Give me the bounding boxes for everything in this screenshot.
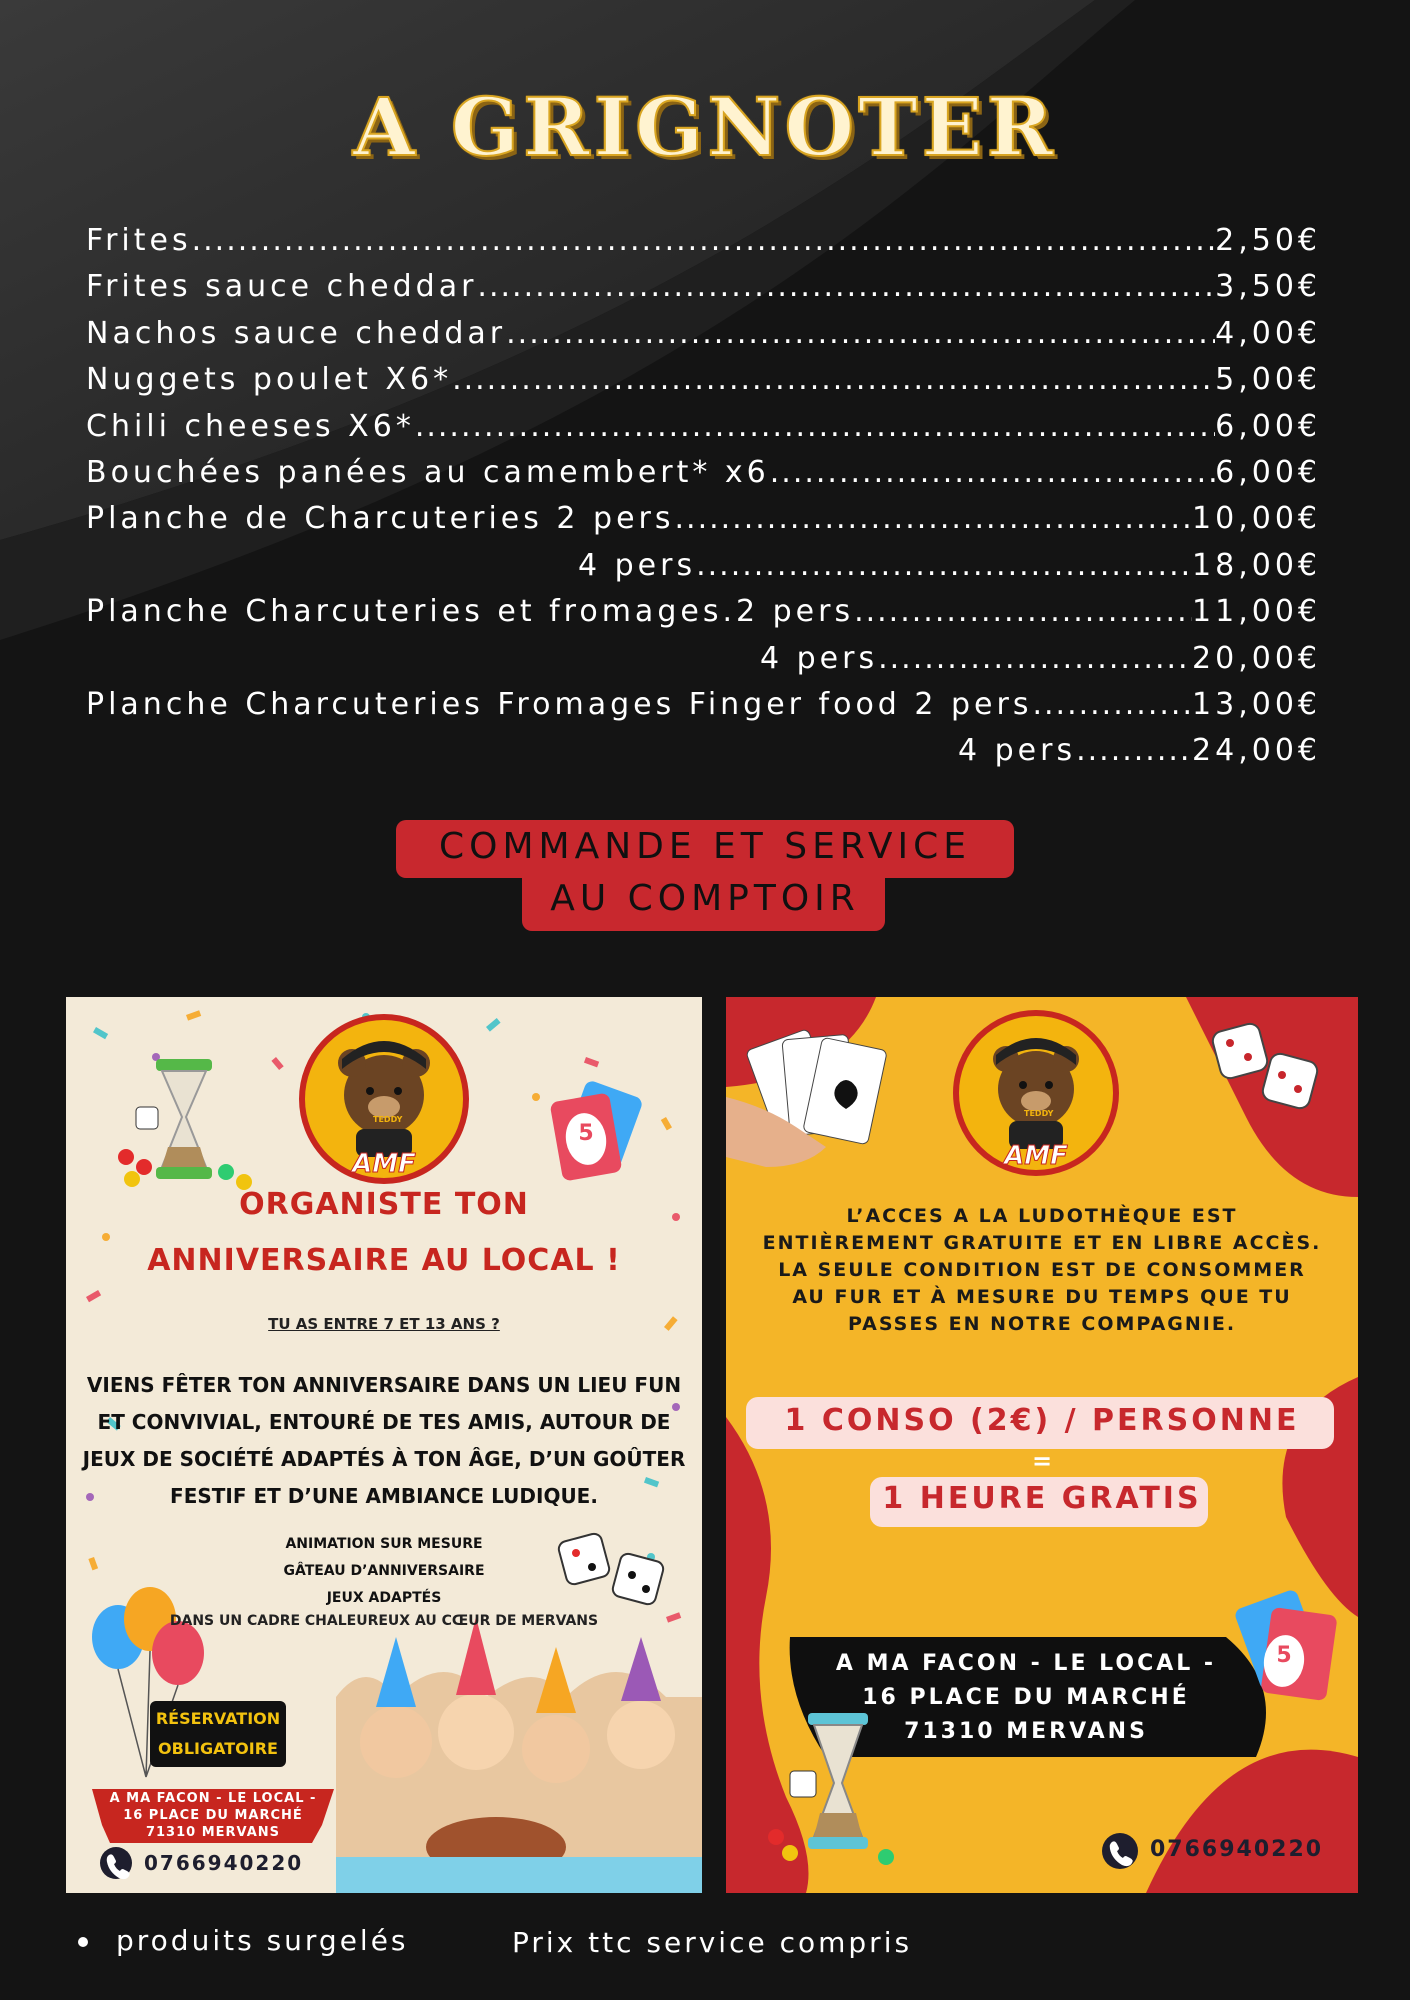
menu-item (86, 362, 1321, 408)
menu-item (86, 409, 1321, 455)
ludotheque-poster (726, 997, 1358, 1893)
address-line1: A MA FACON - LE LOCAL - (109, 1791, 317, 1806)
menu-item-label: Planche Charcuteries et fromages.2 pers (86, 594, 855, 630)
uno-card-number: 5 (578, 1121, 594, 1146)
menu-item-label: Chili cheeses X6* (86, 408, 415, 444)
service-banner-line2: AU COMPTOIR (550, 878, 860, 919)
menu-item-price: 10,00€ (1192, 501, 1321, 537)
menu-item-dots (878, 641, 1192, 676)
ludotheque-text-line: ENTIÈREMENT GRATUITE ET EN LIBRE ACCÈS. (762, 1232, 1322, 1254)
offer2: 1 HEURE GRATIS (882, 1481, 1202, 1516)
hourglass-icon (156, 1059, 212, 1179)
menu-item-dots (452, 362, 1215, 397)
bullet-icon (78, 1937, 88, 1947)
offer1: 1 CONSO (2€) / PERSONNE (784, 1403, 1300, 1438)
menu-item-label: Frites (86, 223, 192, 258)
menu-item-label: Planche Charcuteries Fromages Finger food 2 pers (86, 686, 1033, 722)
menu-item-dots (506, 316, 1215, 351)
menu-item-price: 24,00€ (1192, 733, 1321, 769)
address-line2: 16 PLACE DU MARCHÉ (123, 1808, 303, 1823)
menu-item-label: Nachos sauce cheddar (86, 315, 507, 351)
menu-item (86, 501, 1321, 547)
menu-item-price: 18,00€ (1192, 547, 1321, 583)
birthday-body-line: ET CONVIVIAL, ENTOURÉ DE TES AMIS, AUTOUR DE (97, 1410, 671, 1434)
address2-line1: A MA FACON - LE LOCAL - (835, 1651, 1217, 1676)
logo2-cap-text: TEDDY (1024, 1109, 1054, 1118)
playing-cards-icon (726, 1029, 887, 1167)
menu-item (86, 316, 1321, 362)
menu-item-dots (675, 501, 1193, 536)
reservation-line2: OBLIGATOIRE (158, 1739, 278, 1758)
offer-equals: = (1031, 1447, 1053, 1475)
birthday-setting: DANS UN CADRE CHALEUREUX AU CŒUR DE MERVANS (169, 1613, 599, 1629)
menu-item (86, 269, 1321, 315)
birthday-body (66, 1367, 702, 1515)
birthday-poster (66, 997, 702, 1893)
menu-item-label: 4 pers (578, 547, 697, 583)
menu-item (86, 733, 1321, 779)
menu-item-label: Nuggets poulet X6* (86, 362, 453, 398)
menu-item (86, 455, 1321, 501)
footer-left-text: produits surgelés (116, 1924, 409, 1957)
menu-item-price: 13,00€ (1192, 686, 1321, 722)
menu-item (86, 223, 1321, 269)
birthday-heading-2: ANNIVERSAIRE AU LOCAL ! (147, 1243, 621, 1278)
birthday-feature: ANIMATION SUR MESURE (285, 1536, 483, 1552)
logo-text: AMF (352, 1149, 416, 1179)
birthday-heading-1: ORGANISTE TON (239, 1187, 529, 1222)
menu-item-price: 6,00€ (1215, 408, 1321, 444)
birthday-body-line: VIENS FÊTER TON ANNIVERSAIRE DANS UN LIEU FUN (86, 1373, 682, 1397)
menu-item-label: 4 pers (760, 640, 879, 676)
menu-item-price: 5,00€ (1215, 362, 1321, 398)
menu-item-label: Planche de Charcuteries 2 pers (86, 501, 675, 537)
address-line3: 71310 MERVANS (145, 1825, 281, 1840)
kids-photo (336, 1617, 702, 1893)
menu-item (86, 548, 1321, 594)
birthday-body-line: FESTIF ET D’UNE AMBIANCE LUDIQUE. (170, 1484, 598, 1508)
service-banner-line1: COMMANDE ET SERVICE (438, 826, 971, 867)
menu-item-label: Frites sauce cheddar (86, 269, 478, 305)
menu-item-dots (192, 223, 1216, 258)
menu-item-price: 20,00€ (1192, 640, 1321, 676)
menu-item-dots (477, 269, 1215, 304)
birthday-features (66, 1531, 702, 1612)
menu-item-price: 2,50€ (1215, 223, 1321, 258)
menu-item-dots (854, 594, 1192, 629)
phone-number: 0766940220 (144, 1851, 304, 1875)
menu-item-dots (415, 409, 1215, 444)
menu-item (86, 594, 1321, 640)
footer-price-note: Prix ttc service compris (512, 1926, 913, 1959)
menu-list (86, 223, 1321, 780)
reservation-line1: RÉSERVATION (155, 1709, 281, 1728)
poster2-shapes (726, 997, 1358, 1893)
ludotheque-text (726, 1203, 1358, 1338)
address2-line3: 71310 MERVANS (904, 1719, 1148, 1744)
ludotheque-text-line: L’ACCES A LA LUDOTHÈQUE EST (846, 1205, 1238, 1227)
birthday-body-line: JEUX DE SOCIÉTÉ ADAPTÉS À TON ÂGE, D’UN GOÛTER (82, 1447, 686, 1471)
birthday-feature: GÂTEAU D’ANNIVERSAIRE (283, 1563, 485, 1579)
menu-item-dots (770, 455, 1215, 490)
menu-item-label: 4 pers (958, 733, 1077, 769)
menu-item-price: 4,00€ (1215, 315, 1321, 351)
menu-item-price: 11,00€ (1192, 594, 1321, 630)
menu-item-dots (696, 548, 1192, 583)
birthday-feature: JEUX ADAPTÉS (326, 1590, 442, 1606)
page-title: A GRIGNOTER (352, 80, 1058, 174)
footer-frozen-note (78, 1924, 409, 1957)
ludotheque-text-line: LA SEULE CONDITION EST DE CONSOMMER (778, 1259, 1306, 1281)
birthday-age: TU AS ENTRE 7 ET 13 ANS ? (268, 1315, 500, 1333)
menu-item-dots (1076, 733, 1192, 768)
menu-item-dots (1032, 687, 1192, 722)
menu-item-label: Bouchées panées au camembert* x6 (86, 454, 770, 490)
logo-cap-text: TEDDY (373, 1115, 403, 1124)
menu-item (86, 687, 1321, 733)
menu-item-price: 6,00€ (1215, 454, 1321, 490)
ludotheque-text-line: AU FUR ET À MESURE DU TEMPS QUE TU (792, 1286, 1292, 1308)
menu-item (86, 641, 1321, 687)
phone-number-2: 0766940220 (1150, 1837, 1324, 1862)
address2-line2: 16 PLACE DU MARCHÉ (862, 1685, 1190, 1710)
menu-item-price: 3,50€ (1215, 269, 1321, 305)
logo2-text: AMF (1004, 1141, 1068, 1171)
uno-card-number-2: 5 (1276, 1643, 1292, 1668)
ludotheque-text-line: PASSES EN NOTRE COMPAGNIE. (847, 1313, 1237, 1335)
